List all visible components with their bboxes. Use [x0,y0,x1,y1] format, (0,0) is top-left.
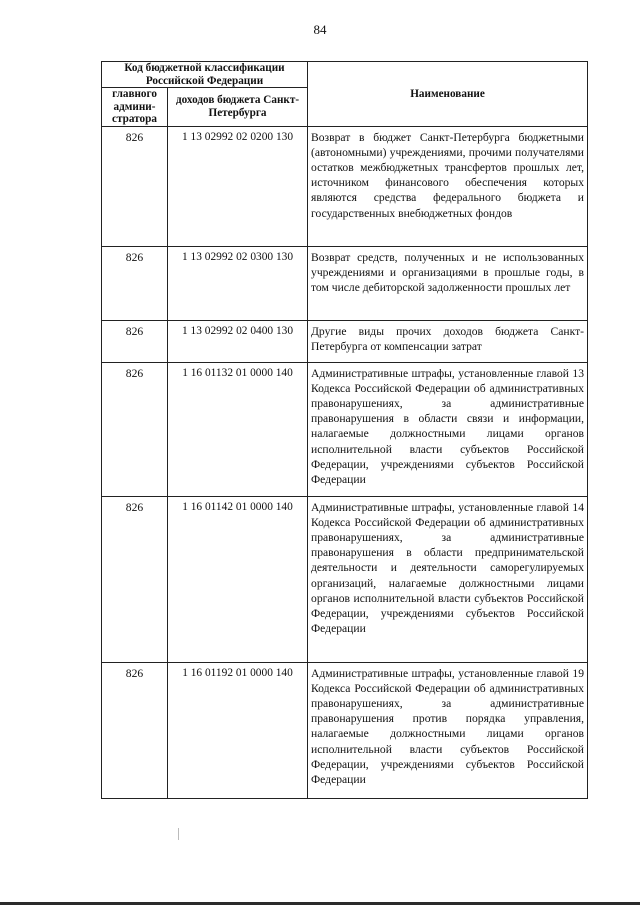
administrator-code: 826 [102,496,168,662]
income-name: Возврат средств, полученных и не использованных учреждениями и организациями в прошлые годы, в том числе дебиторской задолженности прошлых лет [308,246,588,320]
page-number: 84 [313,22,327,37]
administrator-code: 826 [102,320,168,362]
table-row [102,320,588,362]
header-chief-administrator: главного админи-стратора [102,88,168,127]
table-row [102,662,588,798]
table-row [102,246,588,320]
administrator-code: 826 [102,362,168,496]
header-name: Наименование [308,62,588,127]
table-row [102,126,588,246]
budget-classification-table [101,61,588,799]
table-row [102,496,588,662]
header-budget-classification-code: Код бюджетной классификации Российской Федерации [102,62,308,88]
administrator-code: 826 [102,662,168,798]
income-code: 1 16 01142 01 0000 140 [168,496,308,662]
income-code: 1 16 01132 01 0000 140 [168,362,308,496]
income-name: Административные штрафы, установленные главой 19 Кодекса Российской Федерации об административных правонарушениях, за административные правонарушения против порядка управления, налагаемые должностными лицами органов исполнительной власти субъектов Российской Федерации, учреждениями субъектов Российской Федерации [308,662,588,798]
administrator-code: 826 [102,126,168,246]
income-code: 1 13 02992 02 0400 130 [168,320,308,362]
income-name: Другие виды прочих доходов бюджета Санкт-Петербурга от компенсации затрат [308,320,588,362]
income-name: Возврат в бюджет Санкт-Петербурга бюджетными (автономными) учреждениями, прочими получателями остатков межбюджетных трансфертов прошлых лет, источником финансового обеспечения которых являются средства федерального бюджета и государственных внебюджетных фондов [308,126,588,246]
income-name: Административные штрафы, установленные главой 13 Кодекса Российской Федерации об административных правонарушениях, за административные правонарушения в области связи и информации, налагаемые должностными лицами органов исполнительной власти субъектов Российской Федерации, учреждениями субъектов Российской Федерации [308,362,588,496]
scan-artifact-mark [178,828,179,840]
header-income-code: доходов бюджета Санкт-Петербурга [168,88,308,127]
income-code: 1 13 02992 02 0300 130 [168,246,308,320]
table-row [102,362,588,496]
administrator-code: 826 [102,246,168,320]
income-code: 1 16 01192 01 0000 140 [168,662,308,798]
income-code: 1 13 02992 02 0200 130 [168,126,308,246]
income-name: Административные штрафы, установленные главой 14 Кодекса Российской Федерации об административных правонарушениях, за административные правонарушения в области предпринимательской деятельности и деятельности саморегулируемых организаций, налагаемые должностными лицами органов исполнительной власти субъектов Российской Федерации, учреждениями субъектов Российской Федерации [308,496,588,662]
